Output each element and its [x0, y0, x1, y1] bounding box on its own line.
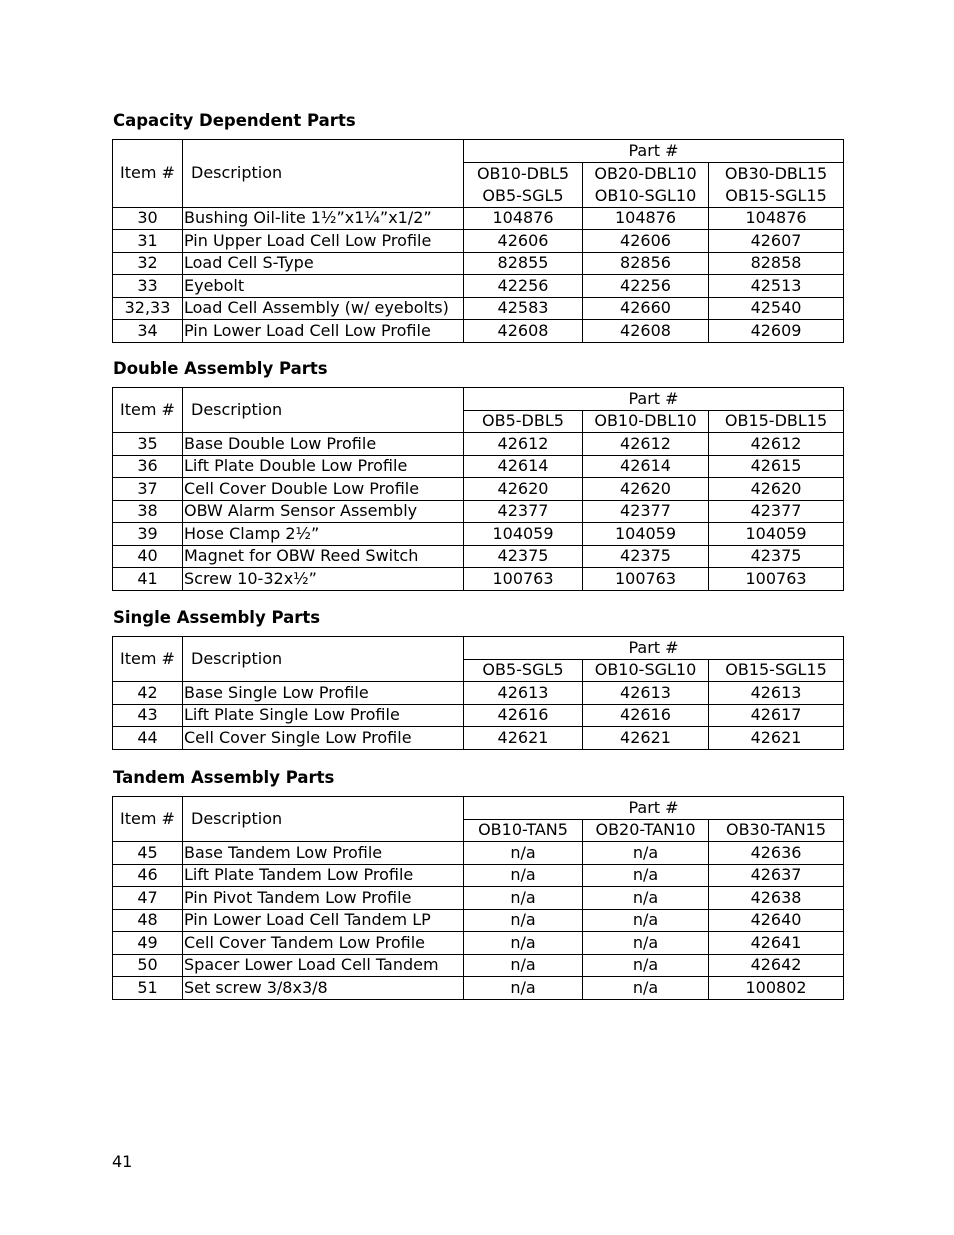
- part-number-cell: 42607: [709, 230, 844, 253]
- part-number-cell: 42377: [464, 500, 583, 523]
- item-cell: 42: [113, 682, 183, 705]
- model-header: OB10-SGL10: [583, 659, 709, 682]
- item-cell: 38: [113, 500, 183, 523]
- item-header: Item #: [113, 388, 183, 433]
- part-number-cell: 42609: [709, 320, 844, 343]
- part-number-cell: 42642: [709, 954, 844, 977]
- table-row: [113, 545, 844, 568]
- item-cell: 37: [113, 478, 183, 501]
- part-number-cell: 100763: [709, 568, 844, 591]
- part-number-cell: 42583: [464, 297, 583, 320]
- part-number-cell: n/a: [583, 909, 709, 932]
- part-number-cell: n/a: [583, 977, 709, 1000]
- part-number-cell: 42613: [583, 682, 709, 705]
- part-number-cell: 104876: [583, 207, 709, 230]
- table-row: [113, 682, 844, 705]
- part-number-cell: 42375: [583, 545, 709, 568]
- table-body: [113, 433, 844, 591]
- part-number-cell: n/a: [583, 864, 709, 887]
- table-row: [113, 230, 844, 253]
- part-number-header: Part #: [464, 140, 844, 163]
- item-cell: 36: [113, 455, 183, 478]
- part-number-cell: n/a: [464, 932, 583, 955]
- table-row: [113, 727, 844, 750]
- description-cell: Cell Cover Single Low Profile: [183, 727, 464, 750]
- part-number-cell: n/a: [583, 842, 709, 865]
- part-number-cell: 42613: [709, 682, 844, 705]
- part-number-cell: 42377: [583, 500, 709, 523]
- part-number-cell: 42377: [709, 500, 844, 523]
- table-row: [113, 523, 844, 546]
- table-row: [113, 207, 844, 230]
- part-number-cell: 82858: [709, 252, 844, 275]
- model-header: OB20-TAN10: [583, 819, 709, 842]
- item-cell: 33: [113, 275, 183, 298]
- part-number-cell: 42616: [464, 704, 583, 727]
- part-number-cell: 42606: [583, 230, 709, 253]
- item-cell: 41: [113, 568, 183, 591]
- double-parts-table: [112, 387, 844, 591]
- description-header: Description: [183, 140, 464, 208]
- description-cell: Load Cell S-Type: [183, 252, 464, 275]
- part-number-cell: 42613: [464, 682, 583, 705]
- table-row: [113, 275, 844, 298]
- description-cell: Hose Clamp 2½”: [183, 523, 464, 546]
- item-cell: 51: [113, 977, 183, 1000]
- description-cell: Pin Upper Load Cell Low Profile: [183, 230, 464, 253]
- description-cell: Pin Lower Load Cell Tandem LP: [183, 909, 464, 932]
- description-cell: Lift Plate Tandem Low Profile: [183, 864, 464, 887]
- table-row: [113, 500, 844, 523]
- part-number-cell: 42620: [583, 478, 709, 501]
- item-cell: 48: [113, 909, 183, 932]
- part-number-cell: 42620: [709, 478, 844, 501]
- section-title-double: Double Assembly Parts: [113, 359, 328, 378]
- description-cell: Bushing Oil-lite 1½”x1¼”x1/2”: [183, 207, 464, 230]
- part-number-cell: n/a: [583, 932, 709, 955]
- part-number-cell: 104876: [464, 207, 583, 230]
- item-cell: 47: [113, 887, 183, 910]
- part-number-cell: 42638: [709, 887, 844, 910]
- part-number-cell: 100763: [464, 568, 583, 591]
- item-cell: 46: [113, 864, 183, 887]
- part-number-cell: 104876: [709, 207, 844, 230]
- part-number-cell: 42513: [709, 275, 844, 298]
- item-cell: 32: [113, 252, 183, 275]
- model-header: OB30-DBL15 OB15-SGL15: [709, 162, 844, 207]
- part-number-cell: 42256: [464, 275, 583, 298]
- table-row: [113, 568, 844, 591]
- model-header: OB15-DBL15: [709, 410, 844, 433]
- item-cell: 49: [113, 932, 183, 955]
- part-number-cell: 42621: [464, 727, 583, 750]
- description-cell: Lift Plate Double Low Profile: [183, 455, 464, 478]
- part-number-cell: 42637: [709, 864, 844, 887]
- part-number-header: Part #: [464, 797, 844, 820]
- description-cell: Base Single Low Profile: [183, 682, 464, 705]
- part-number-cell: 104059: [709, 523, 844, 546]
- capacity-parts-table: [112, 139, 844, 343]
- model-header: OB10-DBL5 OB5-SGL5: [464, 162, 583, 207]
- part-number-cell: 82855: [464, 252, 583, 275]
- table-row: [113, 842, 844, 865]
- description-cell: Cell Cover Double Low Profile: [183, 478, 464, 501]
- item-cell: 45: [113, 842, 183, 865]
- item-cell: 31: [113, 230, 183, 253]
- item-header: Item #: [113, 797, 183, 842]
- part-number-header: Part #: [464, 388, 844, 411]
- description-cell: Set screw 3/8x3/8: [183, 977, 464, 1000]
- part-number-cell: 42375: [464, 545, 583, 568]
- description-cell: OBW Alarm Sensor Assembly: [183, 500, 464, 523]
- section-title-tandem: Tandem Assembly Parts: [113, 768, 335, 787]
- model-header: OB5-SGL5: [464, 659, 583, 682]
- part-number-cell: 42614: [583, 455, 709, 478]
- item-cell: 35: [113, 433, 183, 456]
- part-number-cell: 104059: [583, 523, 709, 546]
- tandem-parts-table: [112, 796, 844, 1000]
- part-number-cell: 42616: [583, 704, 709, 727]
- table-row: [113, 864, 844, 887]
- part-number-cell: 42660: [583, 297, 709, 320]
- table-row: [113, 455, 844, 478]
- model-header: OB10-TAN5: [464, 819, 583, 842]
- description-cell: Magnet for OBW Reed Switch: [183, 545, 464, 568]
- table-row: [113, 887, 844, 910]
- item-header: Item #: [113, 140, 183, 208]
- part-number-cell: 100763: [583, 568, 709, 591]
- page-number: 41: [112, 1152, 133, 1171]
- description-header: Description: [183, 637, 464, 682]
- description-header: Description: [183, 388, 464, 433]
- description-cell: Cell Cover Tandem Low Profile: [183, 932, 464, 955]
- part-number-cell: n/a: [464, 909, 583, 932]
- part-number-cell: 42608: [583, 320, 709, 343]
- part-number-cell: 42617: [709, 704, 844, 727]
- description-cell: Pin Pivot Tandem Low Profile: [183, 887, 464, 910]
- part-number-cell: 42614: [464, 455, 583, 478]
- description-header: Description: [183, 797, 464, 842]
- model-header: OB30-TAN15: [709, 819, 844, 842]
- item-cell: 44: [113, 727, 183, 750]
- part-number-cell: n/a: [464, 977, 583, 1000]
- description-cell: Spacer Lower Load Cell Tandem: [183, 954, 464, 977]
- description-cell: Load Cell Assembly (w/ eyebolts): [183, 297, 464, 320]
- item-cell: 50: [113, 954, 183, 977]
- table-row: [113, 478, 844, 501]
- table-row: [113, 932, 844, 955]
- part-number-cell: n/a: [583, 887, 709, 910]
- part-number-cell: 42256: [583, 275, 709, 298]
- part-number-cell: 42621: [709, 727, 844, 750]
- section-title-single: Single Assembly Parts: [113, 608, 321, 627]
- model-header: OB20-DBL10 OB10-SGL10: [583, 162, 709, 207]
- part-number-cell: 42640: [709, 909, 844, 932]
- part-number-cell: n/a: [464, 864, 583, 887]
- table-body: [113, 207, 844, 342]
- item-cell: 40: [113, 545, 183, 568]
- part-number-cell: 82856: [583, 252, 709, 275]
- part-number-cell: 42608: [464, 320, 583, 343]
- item-cell: 34: [113, 320, 183, 343]
- description-cell: Lift Plate Single Low Profile: [183, 704, 464, 727]
- table-body: [113, 842, 844, 1000]
- table-row: [113, 977, 844, 1000]
- section-title-capacity: Capacity Dependent Parts: [113, 111, 356, 130]
- part-number-cell: n/a: [583, 954, 709, 977]
- part-number-cell: 42606: [464, 230, 583, 253]
- item-header: Item #: [113, 637, 183, 682]
- item-cell: 43: [113, 704, 183, 727]
- part-number-cell: 104059: [464, 523, 583, 546]
- table-row: [113, 320, 844, 343]
- table-row: [113, 704, 844, 727]
- model-header: OB15-SGL15: [709, 659, 844, 682]
- part-number-cell: n/a: [464, 842, 583, 865]
- part-number-header: Part #: [464, 637, 844, 660]
- item-cell: 32,33: [113, 297, 183, 320]
- table-row: [113, 297, 844, 320]
- part-number-cell: n/a: [464, 887, 583, 910]
- part-number-cell: 100802: [709, 977, 844, 1000]
- part-number-cell: 42375: [709, 545, 844, 568]
- table-body: [113, 682, 844, 750]
- item-cell: 30: [113, 207, 183, 230]
- table-row: [113, 252, 844, 275]
- description-cell: Pin Lower Load Cell Low Profile: [183, 320, 464, 343]
- table-row: [113, 433, 844, 456]
- description-cell: Screw 10-32x½”: [183, 568, 464, 591]
- part-number-cell: 42641: [709, 932, 844, 955]
- model-header: OB10-DBL10: [583, 410, 709, 433]
- description-cell: Eyebolt: [183, 275, 464, 298]
- item-cell: 39: [113, 523, 183, 546]
- part-number-cell: 42621: [583, 727, 709, 750]
- description-cell: Base Tandem Low Profile: [183, 842, 464, 865]
- part-number-cell: 42612: [464, 433, 583, 456]
- table-row: [113, 954, 844, 977]
- table-row: [113, 909, 844, 932]
- part-number-cell: 42620: [464, 478, 583, 501]
- part-number-cell: 42636: [709, 842, 844, 865]
- part-number-cell: 42612: [583, 433, 709, 456]
- description-cell: Base Double Low Profile: [183, 433, 464, 456]
- single-parts-table: [112, 636, 844, 750]
- part-number-cell: 42540: [709, 297, 844, 320]
- part-number-cell: n/a: [464, 954, 583, 977]
- part-number-cell: 42612: [709, 433, 844, 456]
- part-number-cell: 42615: [709, 455, 844, 478]
- model-header: OB5-DBL5: [464, 410, 583, 433]
